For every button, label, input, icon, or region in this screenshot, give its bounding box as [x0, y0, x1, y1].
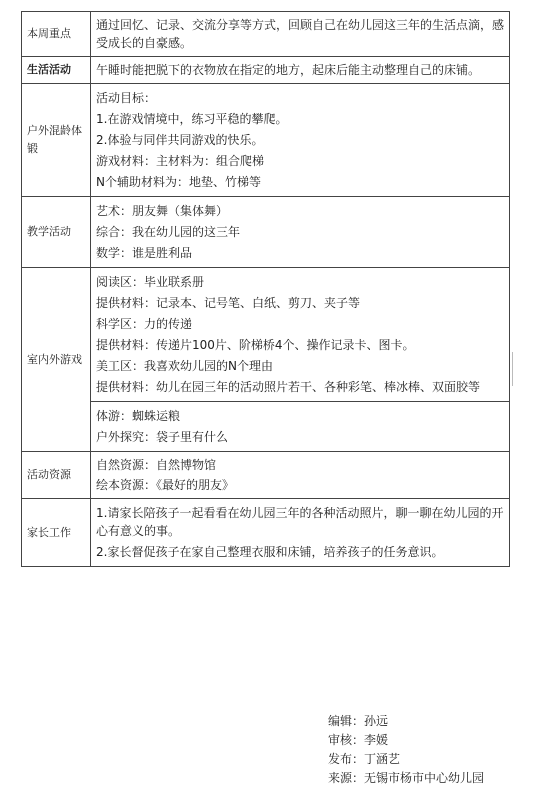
row-indoor-games [22, 268, 510, 402]
content-activity-resources [91, 452, 510, 499]
row-outdoor-games [22, 402, 510, 452]
content-life-activity [91, 57, 510, 84]
outdoor-line: 活动目标： [96, 91, 157, 105]
life-line: 午睡时能把脱下的衣物放在指定的地方，起床后能主动整理自己的床铺。 [96, 63, 481, 77]
label-outdoor-exercise: 户外混龄体锻 [22, 84, 91, 197]
indoor-line: 阅读区：毕业联系册 [96, 275, 205, 289]
teaching-line: 艺术：朋友舞（集体舞） [96, 204, 229, 218]
credit-publisher: 发布：丁涵艺 [328, 752, 401, 766]
label-activity-resources: 活动资源 [22, 452, 91, 499]
row-life-activity [22, 57, 510, 84]
resource-line: 自然资源：自然博物馆 [96, 458, 217, 472]
indoor-line: 美工区：我喜欢幼儿园的N个理由 [96, 359, 273, 373]
label-indoor-outdoor-games: 室内外游戏 [22, 268, 91, 452]
credit-editor: 编辑：孙远 [328, 714, 389, 728]
resource-line: 绘本资源：《最好的朋友》 [96, 478, 235, 492]
outdoor-line: 游戏材料：主材料为：组合爬梯 [96, 154, 265, 168]
label-parent-work: 家长工作 [22, 499, 91, 567]
outdoor-game-line: 体游：蜘蛛运粮 [96, 409, 181, 423]
parent-line: 1.请家长陪孩子一起看看在幼儿园三年的各种活动照片，聊一聊在幼儿园的开心有意义的事。 [96, 506, 504, 538]
content-outdoor-exercise [91, 84, 510, 197]
content-parent-work [91, 499, 510, 567]
outdoor-line: 2.体验与同伴共同游戏的快乐。 [96, 133, 264, 147]
parent-line: 2.家长督促孩子在家自己整理衣服和床铺，培养孩子的任务意识。 [96, 545, 444, 559]
label-teaching-activity: 教学活动 [22, 197, 91, 268]
credit-source: 来源：无锡市杨市中心幼儿园 [328, 771, 485, 785]
row-weekly-focus [22, 12, 510, 57]
content-weekly-focus [91, 12, 510, 57]
page-edge-mark [512, 352, 513, 386]
content-outdoor-games [91, 402, 510, 452]
row-parent-work [22, 499, 510, 567]
indoor-line: 提供材料：幼儿在园三年的活动照片若干、各种彩笔、棒冰棒、双面胶等 [96, 380, 481, 394]
teaching-line: 数学：谁是胜利品 [96, 246, 193, 260]
label-life-activity: 生活活动 [22, 57, 91, 84]
indoor-line: 提供材料：传递片100片、阶梯桥4个、操作记录卡、图卡。 [96, 338, 415, 352]
indoor-line: 科学区：力的传递 [96, 317, 193, 331]
credits-block [328, 712, 484, 788]
outdoor-line: N个辅助材料为：地垫、竹梯等 [96, 175, 261, 189]
indoor-line: 提供材料：记录本、记号笔、白纸、剪刀、夹子等 [96, 296, 361, 310]
outdoor-line: 1.在游戏情境中，练习平稳的攀爬。 [96, 112, 288, 126]
content-indoor-games [91, 268, 510, 402]
row-teaching-activity [22, 197, 510, 268]
teaching-line: 综合：我在幼儿园的这三年 [96, 225, 241, 239]
weekly-plan-table [21, 11, 510, 567]
outdoor-game-line: 户外探究：袋子里有什么 [96, 430, 229, 444]
row-activity-resources [22, 452, 510, 499]
content-teaching-activity [91, 197, 510, 268]
label-weekly-focus: 本周重点 [22, 12, 91, 57]
row-outdoor-exercise [22, 84, 510, 197]
focus-line: 通过回忆、记录、交流分享等方式，回顾自己在幼儿园这三年的生活点滴，感受成长的自豪感。 [96, 18, 505, 50]
credit-reviewer: 审核：李媛 [328, 733, 389, 747]
